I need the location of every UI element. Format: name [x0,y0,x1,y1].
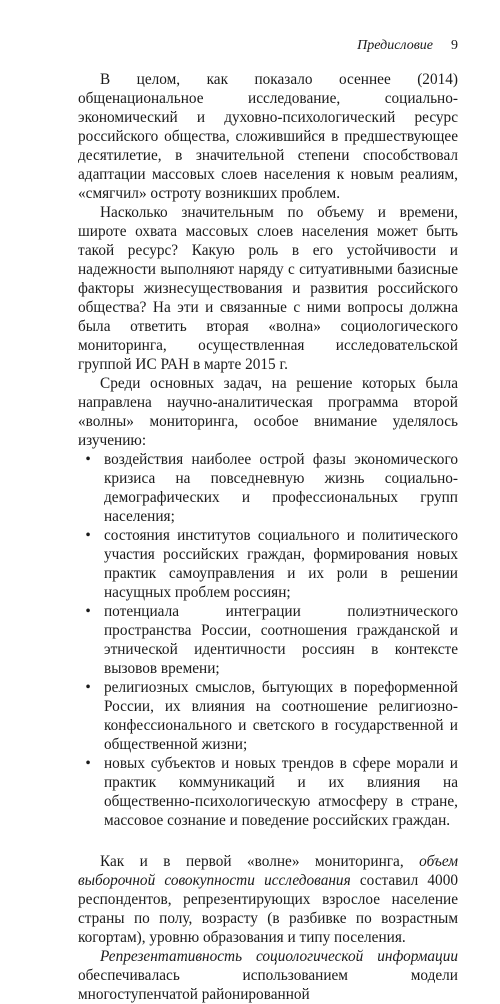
running-header [78,38,458,54]
paragraph-3: Среди основных задач, на решение которых была направлена научно-аналитическая программа второй «волны» мониторинга, особое внимание уделялось изучению: [78,375,458,449]
paragraph-5-end: обеспечивалась использованием модели многоступенчатой районированной [78,967,458,1003]
page-number: 9 [451,38,458,53]
list-item [78,526,458,602]
bullet-marker: • [85,603,91,620]
bullet-marker: • [85,451,91,468]
paragraph-4 [78,852,458,947]
paragraph-2: Насколько значительным по объему и времени, широте охвата массовых слоев населения может быть такой ресурс? Какую роль в его устойчивости и надежности выполняют наряду с ситуативными базисные факторы жизнесуществования и развития российского общества? На эти и связанные с ними вопросы должна была ответить вторая «волна» социологического мониторинга, осуществленная исследовательской группой ИС РАН в марте 2015 г. [78,204,458,373]
section-title: Предисловие [357,38,433,53]
bullet-marker: • [85,527,91,544]
task-list [78,450,458,830]
list-item-text: воздействия наиболее острой фазы экономического кризиса на повседневную жизнь социально-демографических и профессиональных групп населения; [104,451,458,525]
paragraph-5 [78,947,458,1004]
paragraph-4-start: Как и в первой «волне» мониторинга, [100,853,420,870]
bullet-marker: • [85,755,91,772]
bullet-marker: • [85,679,91,696]
list-item-text: состояния институтов социального и политического участия российских граждан, формирования новых практик самоуправления и их роли в решении насущных проблем россиян; [104,527,458,601]
paragraph-4-end: составил 4000 респондентов, репрезентирующих взрослое население страны по полу, возрасту (в разбивке по возрастным когортам), уровню образования и типу поселения. [78,872,458,946]
body-text [78,70,458,1004]
representativeness-term: Репрезентативность социологической информации [100,948,458,965]
section-gap [78,830,458,852]
sample-size-term: объем выборочной совокупности исследования [78,853,458,889]
list-item-text: религиозных смыслов, бытующих в пореформенной России, их влияния на соотношение религиозно-конфессионального и светского в государственной и общественной жизни; [104,679,458,753]
list-item [78,678,458,754]
list-item [78,754,458,830]
list-item [78,602,458,678]
list-item-text: новых субъектов и новых трендов в сфере морали и практик коммуникаций и их влияния на общественно-психологическую атмосферу в стране, массовое сознание и поведение российских граждан. [104,755,458,829]
paragraph-1: В целом, как показало осеннее (2014) общенациональное исследование, социально-экономический и духовно-психологический ресурс российского общества, сложившийся в предшествующее десятилетие, в значительной степени способствовал адаптации массовых слоев населения к новым реалиям, «смягчил» остроту возникших проблем. [78,71,458,202]
list-item [78,450,458,526]
list-item-text: потенциала интеграции полиэтнического пространства России, соотношения гражданской и этнической идентичности россиян в контексте вызовов времени; [104,603,458,677]
